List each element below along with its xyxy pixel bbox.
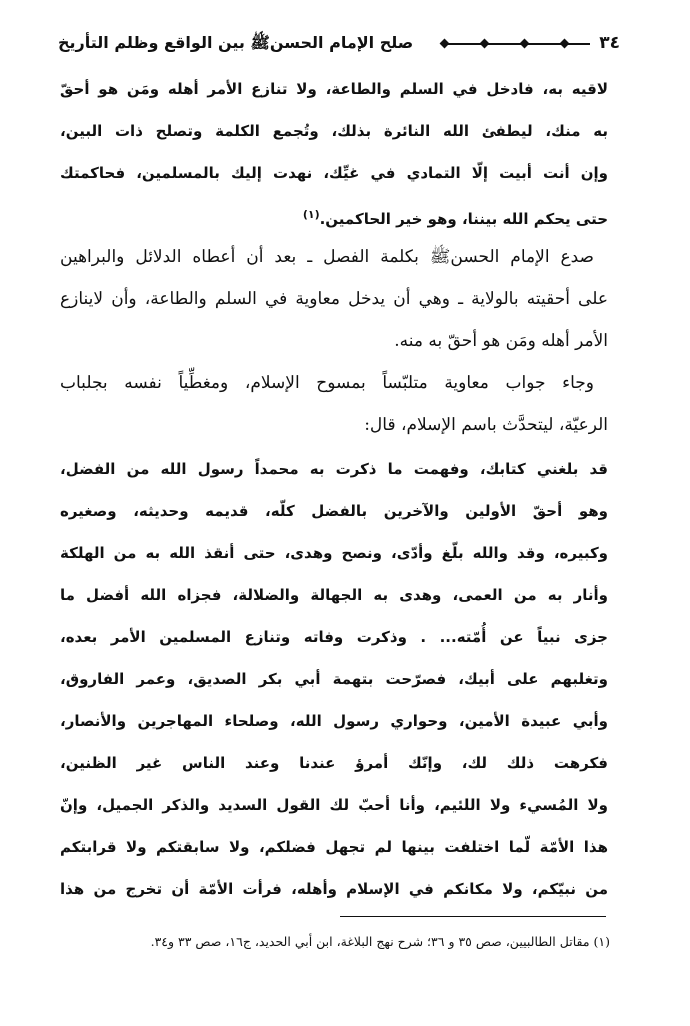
- header-diamond-ornament: [560, 39, 570, 49]
- header-diamond-ornament: [480, 39, 490, 49]
- text-line: صدع الإمام الحسنﷺ بكلمة الفصل ـ بعد أن أعطاه الدلائل والبراهين: [60, 247, 594, 267]
- text-line: وأنار به من العمى، وهدى به الجهالة والضلالة، فجزاه الله أفضل ما: [60, 586, 608, 604]
- text-line: هذا الأمّة لّما اختلفت بينها لم تجهل فضلكم، ولا سابقتكم ولا قرابتكم: [60, 838, 608, 856]
- quoted-letter-continuation: [60, 68, 608, 236]
- body-paragraph: [60, 236, 608, 362]
- footnote-separator: [340, 916, 606, 917]
- footnote-reference: (١): [302, 208, 320, 221]
- text-line: فكرهت ذلك لك، وإنّك أمرؤ عندنا وعند الناس غير الظنين،: [60, 754, 608, 772]
- text-line: من نبيّكم، ولا مكانكم في الإسلام وأهله، فرأت الأمّة أن تخرج من هذا: [60, 880, 608, 898]
- text-line: [60, 194, 608, 236]
- text-line: على أحقيته بالولاية ـ وهي أن يدخل معاوية في السلم والطاعة، وأن لاينازع: [60, 289, 608, 309]
- text-line: وكبيره، وقد والله بلّغ وأدّى، ونصح وهدى، حتى أنقذ الله به من الهلكة: [60, 544, 608, 562]
- text-line: ولا المُسيء ولا اللئيم، وأنا أحبّ لك القول السديد والذكر الجميل، وإنّ: [60, 796, 608, 814]
- text-line: وإن أنت أبيت إلّا التمادي في غيِّك، نهدت إليك بالمسلمين، فحاكمتك: [60, 164, 608, 182]
- text-line: لاقيه به، فادخل في السلم والطاعة، ولا تنازع الأمر أهله ومَن هو أحقّ: [60, 80, 608, 98]
- text-line: وأبي عبيدة الأمين، وحواري رسول الله، وصلحاء المهاجرين والأنصار،: [60, 712, 608, 730]
- text-line: جزى نبياً عن أُمّته... . وذكرت وفاته وتنازع المسلمين الأمر بعده،: [60, 628, 608, 646]
- text-line: به منك، ليطفئ الله النائرة بذلك، وتُجمع الكلمة وتصلح ذات البين،: [60, 122, 608, 140]
- text-line: وتغلبهم على أبيك، فصرّحت بتهمة أبي بكر الصديق، وعمر الفاروق،: [60, 670, 608, 688]
- text-line: قد بلغني كتابك، وفهمت ما ذكرت به محمداً رسول الله من الفضل،: [60, 460, 608, 478]
- page-number: ٣٤: [599, 33, 620, 53]
- text-line: الرعيّة، ليتحدَّث باسم الإسلام، قال:: [364, 415, 608, 435]
- header-diamond-ornament: [520, 39, 530, 49]
- body-paragraph: [60, 362, 608, 446]
- quoted-letter: [60, 448, 608, 910]
- header-diamond-ornament: [440, 39, 450, 49]
- text-line: الأمر أهله ومَن هو أحقّ به منه.: [394, 331, 608, 351]
- text-line-content: حتى يحكم الله بيننا، وهو خير الحاكمين.: [319, 210, 608, 228]
- footnote: (١) مقاتل الطالبيين، صص ٣٥ و ٣٦؛ شرح نهج البلاغة، ابن أبي الحديد، ج١٦، صص ٣٣ و٣٤.: [150, 934, 610, 949]
- running-header: [58, 30, 620, 56]
- text-line: وهو أحقّ الأولين والآخرين بالفضل كلّه، قديمه وحديثه، وصغيره: [60, 502, 608, 520]
- running-title: صلح الإمام الحسنﷺ بين الواقع وظلم التأريخ: [58, 33, 414, 52]
- text-line: وجاء جواب معاوية متلبّساً بمسوح الإسلام، ومغطِّياً نفسه بجلباب: [60, 373, 594, 393]
